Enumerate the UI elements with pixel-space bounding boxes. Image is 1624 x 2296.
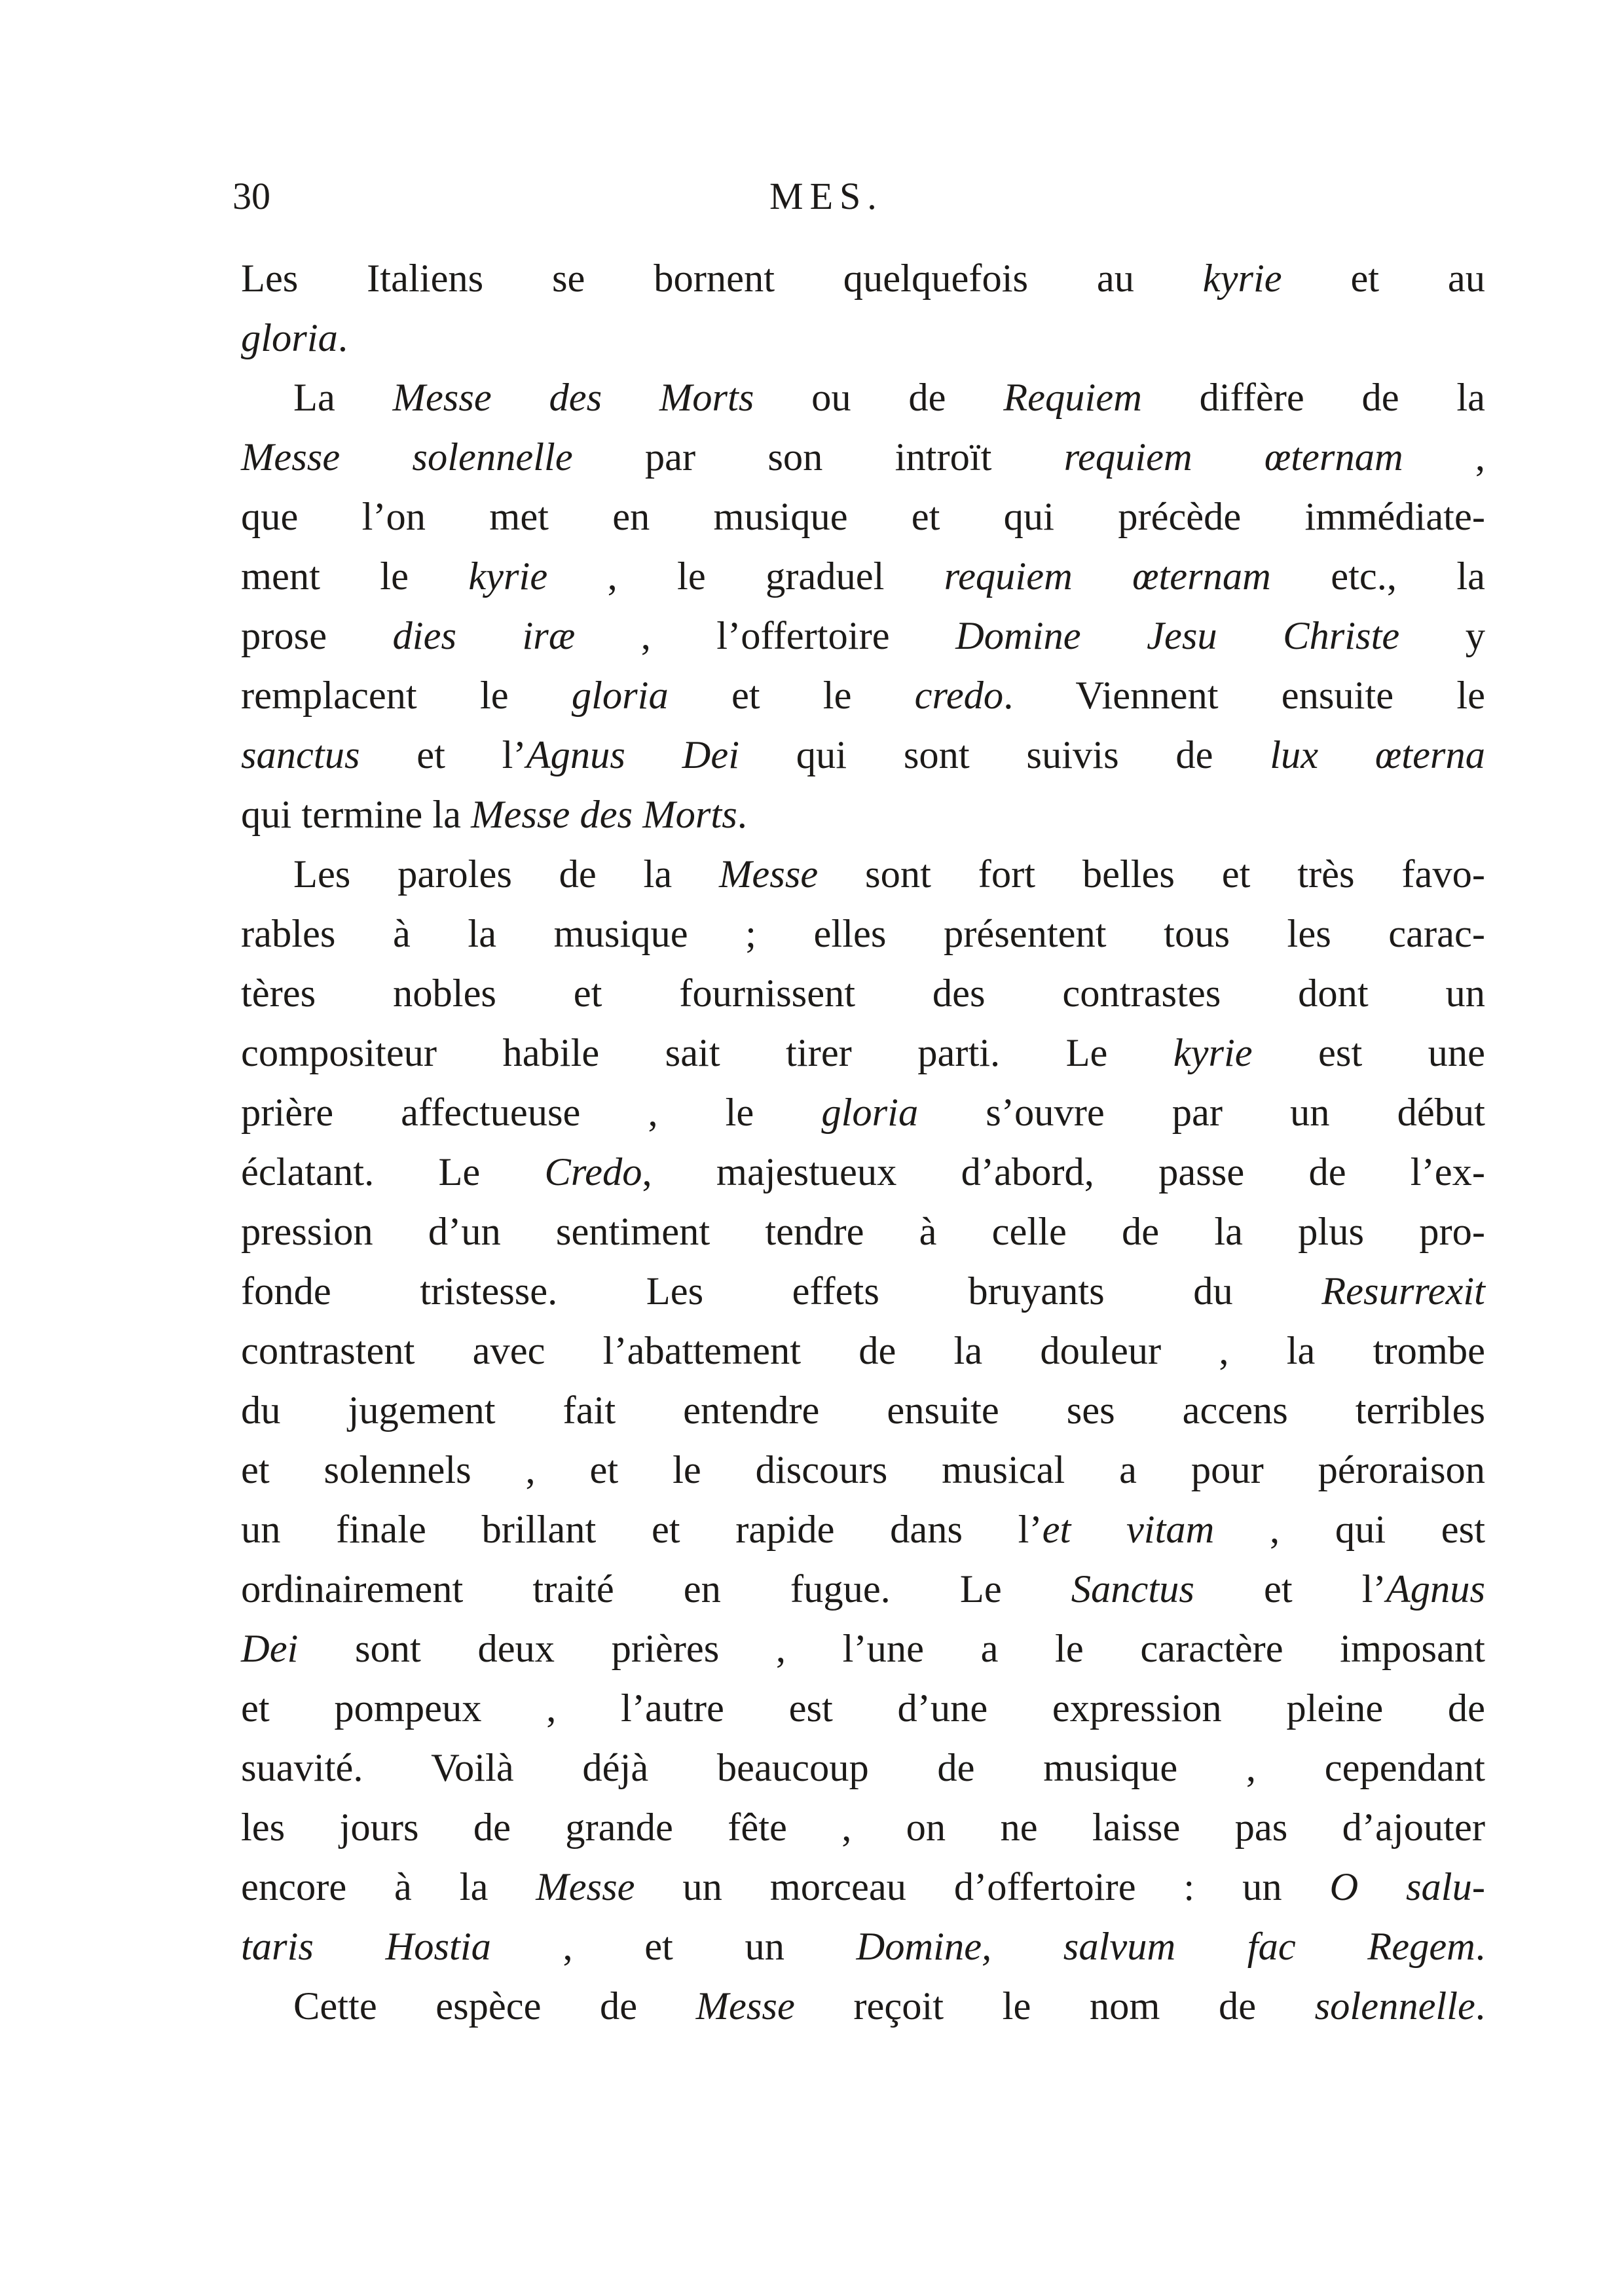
text-line <box>241 964 1485 1023</box>
text-line <box>241 1679 1485 1738</box>
text-line <box>241 1917 1485 1977</box>
text-run: Les paroles de la <box>293 852 720 896</box>
text-run: , le graduel <box>547 555 944 598</box>
text-run: contrastent avec l’abattement de la douleur , la trombe <box>241 1329 1485 1373</box>
text-run: . <box>1475 1984 1486 2028</box>
text-line <box>241 1798 1485 1857</box>
text-run: et l’ <box>360 733 526 777</box>
italic-run: gloria <box>241 316 338 360</box>
text-line <box>241 308 1485 368</box>
text-run: . Viennent ensuite le <box>1003 674 1485 718</box>
italic-run: Resurrexit <box>1321 1269 1485 1313</box>
italic-run: O salu- <box>1329 1865 1485 1909</box>
text-run: qui termine la <box>241 793 471 837</box>
text-run: et pompeux , l’autre est d’une expression pleine de <box>241 1686 1485 1730</box>
text-run: fonde tristesse. Les effets bruyants du <box>241 1269 1322 1313</box>
text-run: encore à la <box>241 1865 536 1909</box>
italic-run: Messe des Morts <box>392 376 754 420</box>
text-run: sont deux prières , l’une a le caractère imposant <box>298 1627 1485 1671</box>
text-line <box>241 725 1485 785</box>
text-line <box>241 1738 1485 1798</box>
italic-run: Dei <box>241 1627 299 1671</box>
text-line <box>241 785 1485 845</box>
paragraph-start-line <box>241 845 1485 904</box>
text-run: un morceau d’offertoire : un <box>635 1865 1330 1909</box>
italic-run: Messe des Morts <box>471 793 737 837</box>
italic-run: kyrie <box>468 555 548 598</box>
text-run: et solennels , et le discours musical a pour péroraison <box>241 1448 1485 1492</box>
text-run: éclatant. Le <box>241 1150 545 1194</box>
text-line <box>241 1262 1485 1321</box>
text-run: et au <box>1282 257 1485 301</box>
italic-run: Requiem <box>1003 376 1142 420</box>
text-run: pression d’un sentiment tendre à celle de la plus pro- <box>241 1210 1485 1254</box>
text-run: suavité. Voilà déjà beaucoup de musique , cependant <box>241 1746 1485 1790</box>
text-run: y <box>1399 614 1486 658</box>
text-run: s’ouvre par un début <box>918 1091 1485 1135</box>
text-run: un finale brillant et rapide dans l’ <box>241 1508 1043 1552</box>
italic-run: solennelle <box>1314 1984 1475 2028</box>
text-line <box>241 1619 1485 1679</box>
italic-run: kyrie <box>1173 1031 1253 1075</box>
text-line <box>241 1142 1485 1202</box>
italic-run: Agnus Dei <box>526 733 739 777</box>
italic-run: Credo <box>544 1150 642 1194</box>
italic-run: gloria <box>571 674 669 718</box>
text-line <box>241 1202 1485 1262</box>
text-run: Cette espèce de <box>293 1984 696 2028</box>
text-line <box>241 428 1485 487</box>
text-line <box>241 547 1485 606</box>
text-run: reçoit le nom de <box>794 1984 1315 2028</box>
italic-run: Sanctus <box>1071 1567 1194 1611</box>
italic-run: Messe <box>695 1984 795 2028</box>
text-run: , qui est <box>1214 1508 1486 1552</box>
text-run: , l’offertoire <box>575 614 956 658</box>
text-run: et le <box>668 674 915 718</box>
text-run: tères nobles et fournissent des contrastes dont un <box>241 972 1485 1015</box>
text-line <box>241 666 1485 725</box>
italic-run: et vitam <box>1042 1508 1215 1552</box>
italic-run: Messe solennelle <box>241 435 573 479</box>
text-run: du jugement fait entendre ensuite ses accens terribles <box>241 1389 1485 1432</box>
text-line <box>241 1500 1485 1559</box>
text-run: les jours de grande fête , on ne laisse pas d’ajouter <box>241 1806 1485 1850</box>
italic-run: taris Hostia <box>241 1925 491 1969</box>
italic-run: gloria <box>821 1091 919 1135</box>
text-run: et l’ <box>1194 1567 1386 1611</box>
italic-run: Agnus <box>1386 1567 1485 1611</box>
text-run: que l’on met en musique et qui précède immédiate- <box>241 495 1485 539</box>
italic-run: kyrie <box>1202 257 1282 301</box>
italic-run: credo <box>914 674 1004 718</box>
italic-run: Domine Jesu Christe <box>955 614 1400 658</box>
text-run: , majestueux d’abord, passe de l’ex- <box>642 1150 1485 1194</box>
italic-run: lux œterna <box>1270 733 1485 777</box>
paragraph-start-line <box>241 368 1485 428</box>
text-run: ordinairement traité en fugue. Le <box>241 1567 1071 1611</box>
text-line <box>241 249 1485 308</box>
text-run: remplacent le <box>241 674 572 718</box>
paragraph-start-line <box>241 1977 1485 2036</box>
text-run: qui sont suivis de <box>739 733 1270 777</box>
text-run: ment le <box>241 555 469 598</box>
text-line <box>241 1083 1485 1142</box>
text-line <box>241 1440 1485 1500</box>
text-line <box>241 1857 1485 1917</box>
text-line <box>241 1023 1485 1083</box>
text-run: est une <box>1252 1031 1485 1075</box>
running-head: MES. <box>769 175 883 217</box>
text-run: . <box>1475 1925 1485 1969</box>
text-run: prose <box>241 614 393 658</box>
text-run: . <box>737 793 747 837</box>
text-run: La <box>293 376 393 420</box>
text-line <box>241 1559 1485 1619</box>
text-line <box>241 904 1485 964</box>
page-header <box>232 160 1477 232</box>
italic-run: dies iræ <box>392 614 576 658</box>
text-run: par son introït <box>572 435 1064 479</box>
text-run: Les Italiens se bornent quelquefois au <box>241 257 1203 301</box>
italic-run: Messe <box>719 852 819 896</box>
text-line <box>241 487 1485 547</box>
text-run: diffère de la <box>1141 376 1485 420</box>
text-line <box>241 606 1485 666</box>
text-run: . <box>337 316 348 360</box>
italic-run: requiem œternam <box>944 555 1271 598</box>
text-run: sont fort belles et très favo- <box>818 852 1486 896</box>
text-run: etc., la <box>1270 555 1485 598</box>
text-run: , et un <box>490 1925 857 1969</box>
text-line <box>241 1321 1485 1381</box>
text-run: , <box>1403 435 1485 479</box>
italic-run: Domine, salvum fac Regem <box>856 1925 1475 1969</box>
text-run: ou de <box>754 376 1004 420</box>
text-run: prière affectueuse , le <box>241 1091 822 1135</box>
text-run: compositeur habile sait tirer parti. Le <box>241 1031 1173 1075</box>
italic-run: requiem œternam <box>1063 435 1403 479</box>
text-line <box>241 1381 1485 1440</box>
page-number: 30 <box>232 175 270 217</box>
italic-run: sanctus <box>241 733 360 777</box>
text-run: rables à la musique ; elles présentent tous les carac- <box>241 912 1485 956</box>
body-text <box>241 249 1485 2036</box>
italic-run: Messe <box>536 1865 635 1909</box>
